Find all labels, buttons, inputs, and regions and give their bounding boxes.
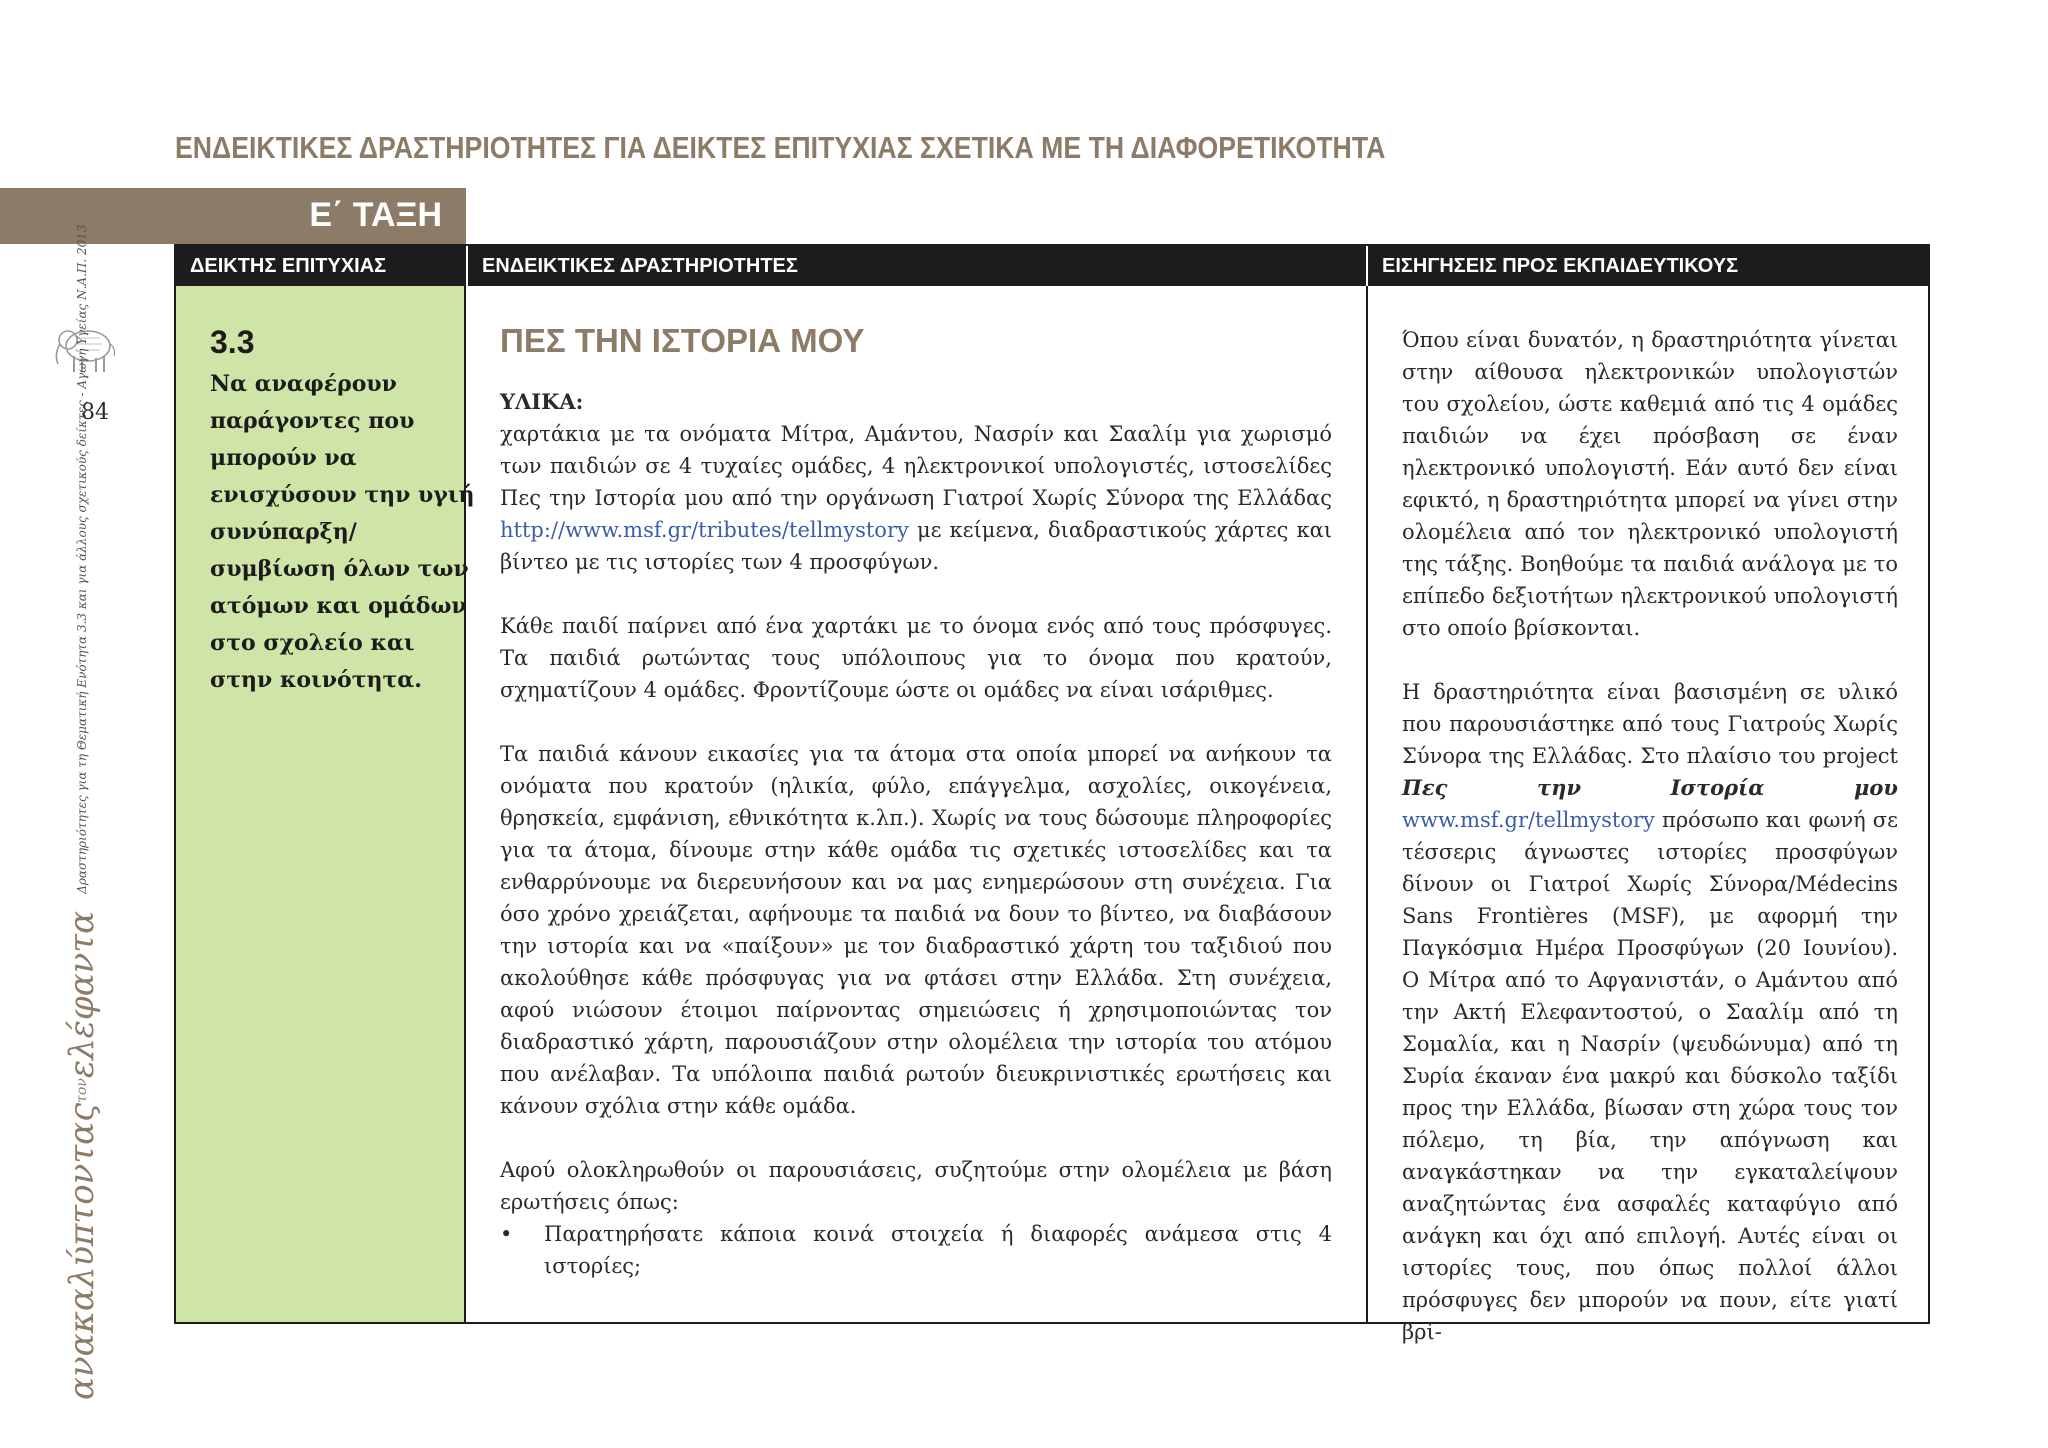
- activity-paragraph-2: Τα παιδιά κάνουν εικασίες για τα άτομα στα οποία μπορεί να ανήκουν τα ονόματα που κρατούν (ηλικία, φύλο, επάγγελμα, ασχολίες, οικογένεια, θρησκεία, εμφάνιση, εθνικότητα κ.λπ.). Χωρίς να τους δώσουμε πληροφορίες για τα άτομα, δίνουμε στην κάθε ομάδα τις σχετικές ιστοσελίδες και τα ενθαρρύνουμε να διερευνήσουν και να μας ενημερώσουν στη συνέχεια. Για όσο χρόνο χρειάζεται, αφήνουμε τα παιδιά να δουν το βίντεο, να διαβάσουν την ιστορία και να «παίξουν» με τον διαδραστικό χάρτη του ταξιδιού που ακολούθησε κάθε πρόσφυγας για να φτάσει στην Ελλάδα. Στη συνέχεια, αφού νιώσουν έτοιμοι παίρνοντας σημειώσεις ή χρησιμοποιώντας τον διαδραστικό χάρτη, παρουσιάζουν στην ολομέλεια την ιστορία του ατόμου που ανέλαβαν. Τα υπόλοιπα παιδιά ρωτούν διευκρινιστικές ερωτήσεις και κάνουν σχόλια στην κάθε ομάδα.: [500, 742, 1332, 1118]
- side-caption: Δραστηριότητες για τη Θεματική Ενότητα 3.3 και για άλλους σχετικούς δείκτες - Αγωγή Υγείας Ν.Α.Π. 2013: [75, 224, 89, 894]
- suggestions-cell: [1368, 286, 1928, 1344]
- header-activities: ΕΝΔΕΙΚΤΙΚΕΣ ΔΡΑΣΤΗΡΙΟΤΗΤΕΣ: [466, 246, 1366, 286]
- materials-paragraph: [500, 386, 1332, 578]
- question-list: [500, 1218, 1332, 1282]
- header-indicator: ΔΕΙΚΤΗΣ ΕΠΙΤΥΧΙΑΣ: [190, 255, 387, 277]
- materials-label: ΥΛΙΚΑ:: [500, 389, 584, 414]
- indicator-line: μπορούν να: [210, 445, 357, 471]
- question-item: • Παρατηρήσατε κάποια κοινά στοιχεία ή διαφορές ανάμεσα στις 4 ιστορίες;: [500, 1218, 1332, 1282]
- header-suggestions: ΕΙΣΗΓΗΣΕΙΣ ΠΡΟΣ ΕΚΠΑΙΔΕΥΤΙΚΟΥΣ: [1366, 246, 1930, 286]
- materials-text: χαρτάκια με τα ονόματα Μίτρα, Αμάντου, Νασρίν και Σααλίμ για χωρισμό των παιδιών σε 4 τυχαίες ομάδες, 4 ηλεκτρονικοί υπολογιστές, ιστοσελίδες Πες την Ιστορία μου από την οργάνωση Γιατροί Χωρίς Σύνορα της Ελλάδας: [500, 422, 1332, 510]
- suggestion-paragraph-2: [1402, 676, 1898, 1348]
- activity-table: [174, 244, 1930, 1344]
- brand-word-small: τον: [74, 1078, 90, 1103]
- suggestion-p2-before: Η δραστηριότητα είναι βασισμένη σε υλικό που παρουσιάστηκε από τους Γιατρούς Χωρίς Σύνορα της Ελλάδας. Στο πλαίσιο του project: [1402, 680, 1898, 768]
- grade-label: Ε΄ ΤΑΞΗ: [309, 196, 442, 234]
- materials-link[interactable]: http://www.msf.gr/tributes/tellmystory: [500, 518, 909, 542]
- indicator-line: συμβίωση όλων των: [210, 556, 469, 582]
- page-title: ΕΝΔΕΙΚΤΙΚΕΣ ΔΡΑΣΤΗΡΙΟΤΗΤΕΣ ΓΙΑ ΔΕΙΚΤΕΣ ΕΠΙΤΥΧΙΑΣ ΣΧΕΤΙΚΑ ΜΕ ΤΗ ΔΙΑΦΟΡΕΤΙΚΟΤΗΤΑ: [175, 130, 1386, 165]
- side-branding: [62, 224, 122, 1400]
- activity-title: ΠΕΣ ΤΗΝ ΙΣΤΟΡΙΑ ΜΟΥ: [500, 322, 865, 359]
- indicator-line: στην κοινότητα.: [210, 667, 422, 693]
- project-name: Πες την Ιστορία μου: [1402, 775, 1898, 800]
- suggestions-body: [1402, 324, 1898, 1380]
- page-number: 84: [81, 400, 109, 425]
- table-header: [176, 246, 1928, 286]
- activity-cell: [466, 286, 1368, 1322]
- materials-after: με κείμενα, διαδραστικούς χάρτες και βίντεο με τις ιστορίες των 4 προσφύγων.: [500, 518, 1332, 574]
- indicator-line: ατόμων και ομάδων: [210, 593, 467, 619]
- activity-paragraph-1: Κάθε παιδί παίρνει από ένα χαρτάκι με το όνομα ενός από τους πρόσφυγες. Τα παιδιά ρωτώντας τους υπόλοιπους για το όνομα που κρατούν, σχηματίζουν 4 ομάδες. Φροντίζουμε ώστε οι ομάδες να είναι ισάριθμες.: [500, 614, 1332, 702]
- indicator-line: συνύπαρξη/: [210, 519, 357, 545]
- indicator-number: 3.3: [210, 324, 255, 360]
- suggestion-paragraph-1: Όπου είναι δυνατόν, η δραστηριότητα γίνεται στην αίθουσα ηλεκτρονικών υπολογιστών του σχολείου, ώστε καθεμιά από τις 4 ομάδες παιδιών να έχει πρόσβαση σε έναν ηλεκτρονικό υπολογιστή. Εάν αυτό δεν είναι εφικτό, η δραστηριότητα μπορεί να γίνει στην ολομέλεια από τον ηλεκτρονικό υπολογιστή της τάξης. Βοηθούμε τα παιδιά ανάλογα με το επίπεδο δεξιοτήτων ηλεκτρονικού υπολογιστή στο οποίο βρίσκονται.: [1402, 328, 1898, 640]
- indicator-cell: [176, 286, 475, 1322]
- suggestion-p2-after: πρόσωπο και φωνή σε τέσσερις άγνωστες ιστορίες προσφύγων δίνουν οι Γιατροί Χωρίς Σύνορα/Médecins Sans Frontières (MSF), με αφορμή την Παγκόσμια Ημέρα Προσφύγων (20 Ιουνίου). Ο Μίτρα από το Αφγανιστάν, ο Αμάντου από την Ακτή Ελεφαντοστού, ο Σααλίμ από τη Σομαλία, και η Νασρίν (ψευδώνυμα) από τη Συρία έκαναν ένα μακρύ και δύσκολο ταξίδι προς την Ελλάδα, βίωσαν στη χώρα τους τον πόλεμο, τη βία, την απόγνωση και αναγκάστηκαν να την εγκαταλείψουν αναζητώντας ένα ασφαλές καταφύγιο από ανάγκη και όχι από επιλογή. Αυτές είναι οι ιστορίες τους, που όπως πολλοί άλλοι πρόσφυγες δεν μπορούν να πουν, είτε γιατί βρί-: [1402, 808, 1898, 1344]
- indicator-line: παράγοντες που: [210, 408, 415, 434]
- brand-word-2: ελέφαντα: [62, 910, 102, 1079]
- activity-paragraph-3: Αφού ολοκληρωθούν οι παρουσιάσεις, συζητούμε στην ολομέλεια με βάση ερωτήσεις όπως:: [500, 1158, 1332, 1214]
- activity-body: [500, 386, 1332, 1282]
- indicator-text: [210, 366, 475, 699]
- brand-word-1: ανακαλύπτοντας: [62, 1102, 102, 1400]
- project-link[interactable]: www.msf.gr/tellmystory: [1402, 808, 1655, 832]
- indicator-line: στο σχολείο και: [210, 630, 415, 656]
- indicator-line: Να αναφέρουν: [210, 371, 397, 397]
- indicator-line: ενισχύσουν την υγιή: [210, 482, 475, 508]
- grade-banner: [0, 188, 466, 244]
